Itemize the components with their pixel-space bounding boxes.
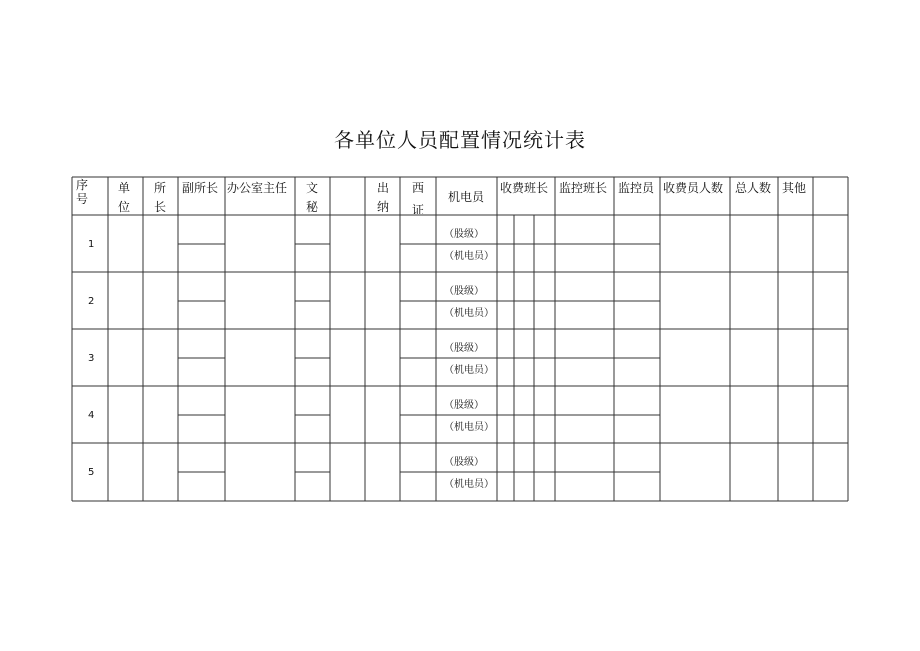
- header-office-director: 办公室主任: [227, 181, 288, 195]
- row-4-electromech-label: （机电员）: [444, 422, 494, 433]
- header-toll-staff-count: 收费员人数: [663, 181, 724, 195]
- header-xi: 西: [412, 181, 425, 195]
- row-4-seq: 4: [88, 410, 95, 421]
- header-director-1: 所: [154, 181, 167, 195]
- header-clerk-1: 文: [306, 181, 319, 195]
- header-clerk-2: 秘: [306, 200, 319, 214]
- header-seq-1: 序: [76, 178, 89, 192]
- row-2-seq: 2: [88, 296, 95, 307]
- header-director-2: 长: [154, 200, 167, 214]
- row-3-electromech-label: （机电员）: [444, 365, 494, 376]
- row-3-grade-label: （股级）: [444, 343, 484, 354]
- header-unit-2: 位: [118, 200, 131, 214]
- row-1-electromech-label: （机电员）: [444, 251, 494, 262]
- header-zheng: 证: [412, 203, 425, 214]
- row-3-seq: 3: [88, 353, 95, 364]
- header-monitor-team-leader: 监控班长: [559, 181, 608, 195]
- row-5-grade-label: （股级）: [444, 457, 484, 468]
- header-total: 总人数: [735, 181, 772, 195]
- header-toll-team-leader: 收费班长: [500, 181, 549, 195]
- header-other: 其他: [782, 181, 807, 195]
- header-deputy-director: 副所长: [182, 181, 219, 195]
- row-1-seq: 1: [88, 239, 95, 250]
- row-1-grade-label: （股级）: [444, 229, 484, 240]
- document-title: 各单位人员配置情况统计表: [334, 128, 586, 152]
- row-2-grade-label: （股级）: [444, 286, 484, 297]
- header-electromechanic: 机电员: [448, 190, 485, 204]
- row-2-electromech-label: （机电员）: [444, 308, 494, 319]
- row-5-electromech-label: （机电员）: [444, 479, 494, 490]
- row-5-seq: 5: [88, 467, 95, 478]
- header-monitor: 监控员: [618, 181, 655, 195]
- header-cashier-2: 纳: [377, 200, 390, 214]
- header-seq-2: 号: [76, 192, 89, 206]
- header-unit-1: 单: [118, 181, 131, 195]
- row-4-grade-label: （股级）: [444, 400, 484, 411]
- header-cashier-1: 出: [377, 181, 390, 195]
